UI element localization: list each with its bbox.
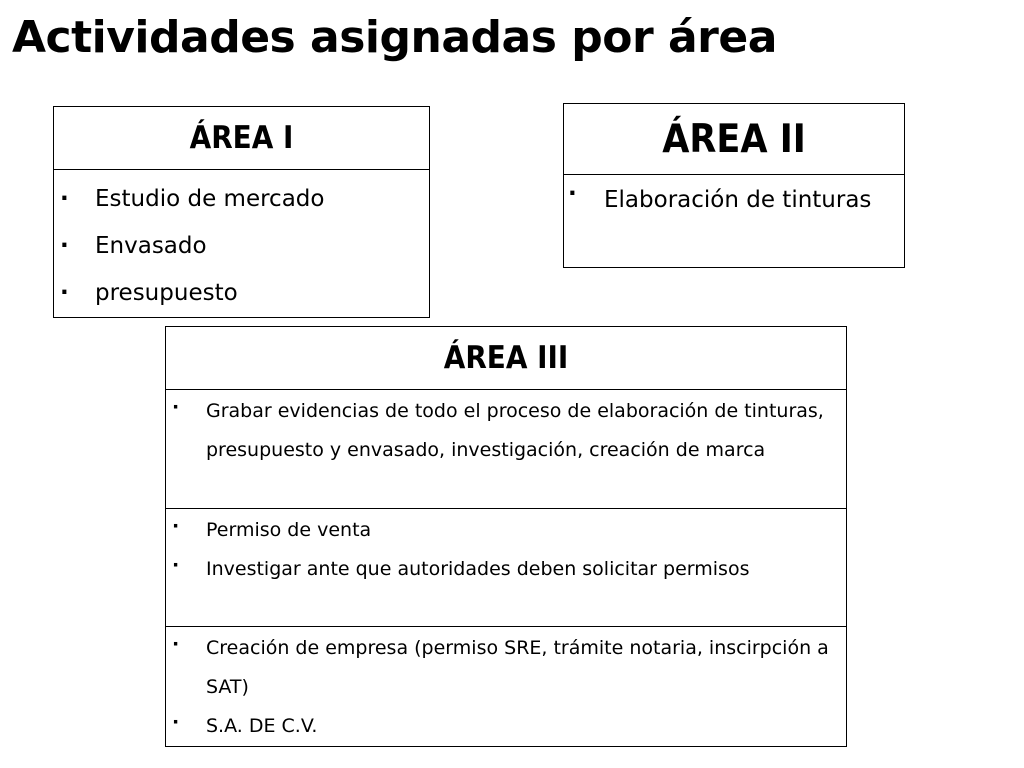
bullet-marker: ·: [60, 280, 69, 306]
area-3-group-2: [166, 509, 847, 627]
area-3-group-3-list: [166, 627, 846, 746]
area-1-list: [54, 170, 429, 317]
bullet-marker: ·: [172, 554, 180, 576]
bullet-marker: ·: [60, 233, 69, 259]
area-1-header: ÁREA I: [54, 107, 430, 170]
area-2-table: [563, 103, 905, 268]
area-1-body: [54, 170, 430, 318]
list-item: [166, 629, 846, 707]
list-item-text: Elaboración de tinturas: [604, 187, 872, 213]
bullet-marker: ·: [568, 181, 577, 207]
list-item: [54, 223, 429, 270]
list-item: [166, 511, 846, 550]
list-item: [166, 550, 846, 589]
area-2-header: ÁREA II: [564, 104, 905, 175]
bullet-marker: ·: [172, 711, 180, 733]
list-item: [54, 270, 429, 317]
area-3-group-2-list: [166, 509, 846, 589]
area-3-group-1: [166, 390, 847, 509]
list-item-text: Envasado: [95, 233, 207, 259]
area-3-header: ÁREA III: [166, 327, 847, 390]
page-title: Actividades asignadas por área: [12, 12, 777, 63]
list-item: [54, 176, 429, 223]
area-2-list: [564, 175, 904, 221]
list-item: [166, 392, 846, 470]
bullet-marker: ·: [172, 633, 180, 655]
list-item-text: Creación de empresa (permiso SRE, trámite notaria, inscirpción a SAT): [206, 637, 829, 698]
list-item-text: Estudio de mercado: [95, 186, 325, 212]
list-item: [564, 179, 904, 221]
area-3-table: [165, 326, 847, 747]
list-item: [166, 707, 846, 746]
area-3-group-3: [166, 627, 847, 747]
area-2-body: [564, 175, 905, 268]
list-item-text: Investigar ante que autoridades deben solicitar permisos: [206, 558, 750, 580]
list-item-text: S.A. DE C.V.: [206, 715, 318, 737]
list-item-text: Permiso de venta: [206, 519, 372, 541]
list-item-text: presupuesto: [95, 280, 238, 306]
area-3-group-1-list: [166, 390, 846, 470]
bullet-marker: ·: [172, 515, 180, 537]
area-1-table: [53, 106, 430, 318]
list-item-text: Grabar evidencias de todo el proceso de elaboración de tinturas, presupuesto y envasado, investigación, creación de marca: [206, 400, 824, 461]
bullet-marker: ·: [172, 396, 180, 418]
bullet-marker: ·: [60, 186, 69, 212]
